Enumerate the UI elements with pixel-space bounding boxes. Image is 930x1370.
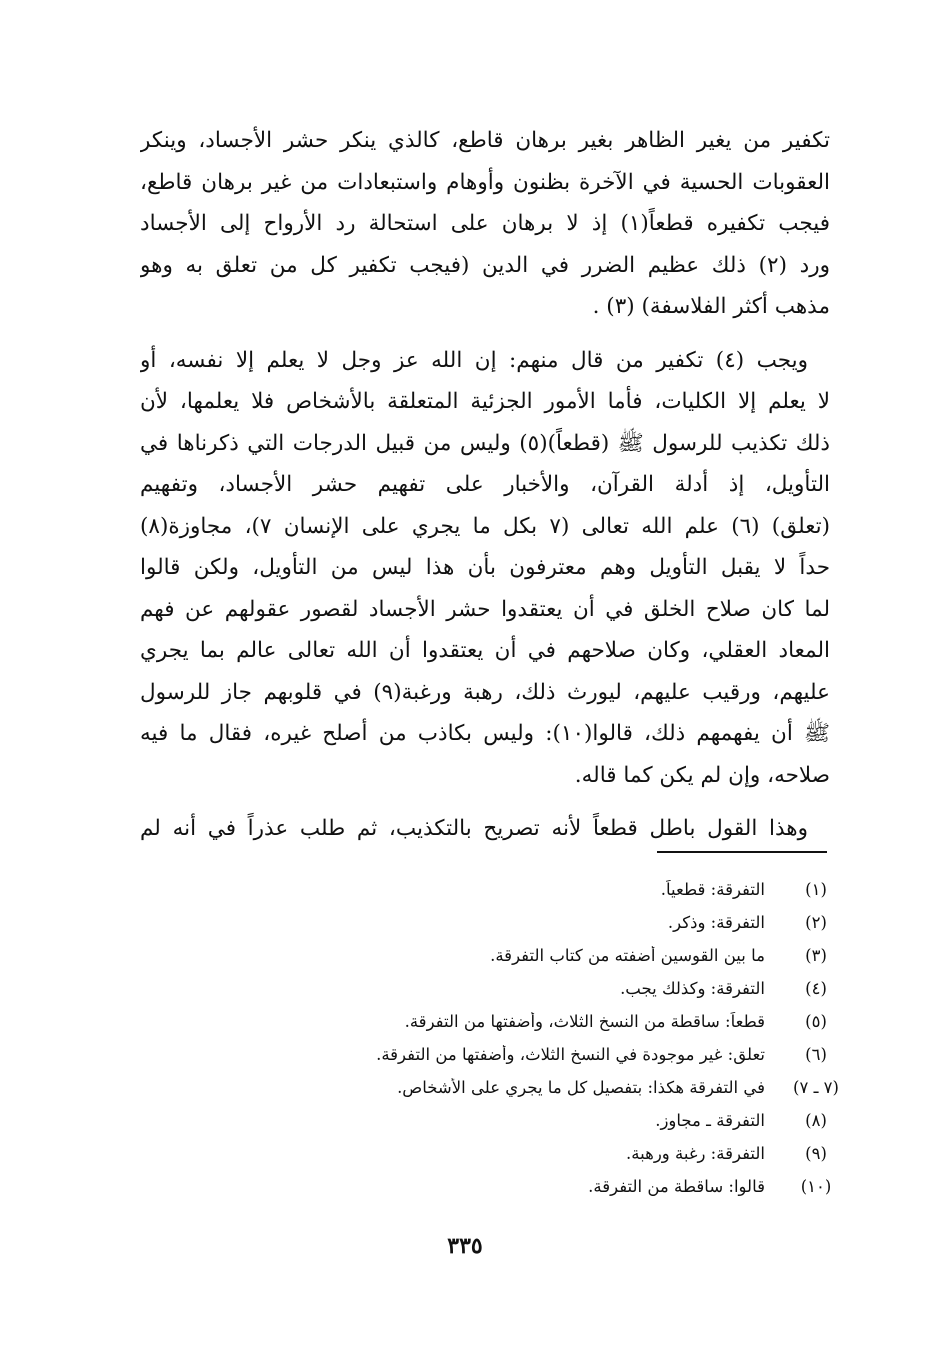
- footnote-number: (٢): [805, 913, 827, 932]
- paragraph: [140, 808, 830, 850]
- text-line: لا يعلم إلا الكليات، فأما الأمور الجزئية المتعلقة بالأشخاص فلا يعلمها، لأن: [140, 389, 830, 414]
- footnote-number: (٩): [805, 1144, 827, 1163]
- paragraph-spacer: [140, 328, 830, 340]
- footnote-number: (٤): [805, 979, 827, 998]
- text-line: حداً لا يقبل التأويل وهم معترفون بأن هذا ليس من التأويل، ولكن قالوا: [140, 555, 830, 580]
- text-line: مذهب أكثر الفلاسفة) (٣) .: [592, 294, 830, 319]
- footnote-number: (٧ ـ ٧): [793, 1078, 839, 1097]
- text-line: المعاد العقلي، وكان صلاحهم في أن يعتقدوا أن الله تعالى عالم بما يجري: [140, 638, 830, 663]
- paragraph: [140, 340, 830, 797]
- footnote-separator: [657, 851, 827, 853]
- text-line: فيجب تكفيره قطعاً(١) إذ لا برهان على استحالة رد الأرواح إلى الأجساد: [140, 211, 830, 236]
- footnote-text: في التفرقة هكذا: بتفصيل كل ما يجري على الأشخاص.: [397, 1078, 765, 1097]
- footnote: [200, 1038, 845, 1071]
- footnote: [200, 906, 845, 939]
- footnote-text: التفرقة: رغبة ورهبة.: [626, 1144, 765, 1163]
- text-line: صلاحه، وإن لم يكن كما قاله.: [574, 762, 830, 788]
- footnote-text: قطعاً: ساقطة من النسخ الثلاث، وأضفتها من التفرقة.: [404, 1012, 765, 1031]
- footnote-text: التفرقة: قطعياً.: [660, 880, 765, 899]
- main-text: [140, 120, 830, 850]
- footnote-text: التفرقة: وذكر.: [667, 913, 765, 932]
- footnote-text: التفرقة: وكذلك يجب.: [620, 979, 765, 998]
- text-line: ويجب (٤) تكفير من قال منهم: إن الله عز وجل لا يعلم إلا نفسه، أو: [140, 347, 808, 373]
- text-line: ورد (٢) ذلك عظيم الضرر في الدين (فيجب تكفير كل من تعلق به وهو: [140, 252, 830, 278]
- footnote-number: (٣): [805, 946, 827, 965]
- text-line: (تعلق) (٦) علم الله تعالى (٧ بكل ما يجري على الإنسان ٧)، مجاوزة(٨): [140, 513, 830, 539]
- footnote: [200, 1104, 845, 1137]
- footnote-text: التفرقة ـ مجاوز.: [655, 1111, 765, 1130]
- text-line: التأويل، إذ أدلة القرآن، والأخبار على تفهيم حشر الأجساد، وتفهيم: [140, 472, 830, 497]
- text-line: تكفير من يغير الظاهر بغير برهان قاطع، كالذي ينكر حشر الأجساد، وينكر: [140, 128, 830, 153]
- paragraph: [140, 120, 830, 328]
- footnotes: [200, 873, 845, 1203]
- footnote: [200, 1137, 845, 1170]
- footnote: [200, 972, 845, 1005]
- footnote-number: (١٠): [800, 1177, 832, 1196]
- footnote: [200, 1005, 845, 1038]
- footnote-text: ما بين القوسين أضفته من كتاب التفرقة.: [490, 946, 765, 965]
- footnote-number: (١): [805, 880, 827, 899]
- footnote-text: قالوا: ساقطة من التفرقة.: [588, 1177, 765, 1196]
- text-line: عليهم، ورقيب عليهم، ليورث ذلك، رهبة ورغبة(٩) في قلوبهم جاز للرسول: [140, 679, 830, 705]
- page-number: ٣٣٥: [447, 1233, 483, 1259]
- footnote-number: (٨): [805, 1111, 827, 1130]
- text-line: وهذا القول باطل قطعاً لأنه تصريح بالتكذيب، ثم طلب عذراً في أنه لم: [140, 816, 808, 841]
- footnote: [200, 939, 845, 972]
- footnote: [200, 1170, 845, 1203]
- footnote-text: تعلق: غير موجودة في النسخ الثلاث، وأضفتها من التفرقة.: [376, 1045, 765, 1064]
- footnote-number: (٦): [805, 1045, 827, 1064]
- footnote: [200, 873, 845, 906]
- footnote-number: (٥): [805, 1012, 827, 1031]
- text-line: لما كان صلاح الخلق في أن يعتقدوا حشر الأجساد لقصور عقولهم عن فهم: [140, 596, 830, 622]
- text-line: ذلك تكذيب للرسول ﷺ (قطعاً)(٥) وليس من قبيل الدرجات التي ذكرناها في: [140, 430, 830, 456]
- text-line: العقوبات الحسية في الآخرة بظنون وأوهام واستبعادات من غير برهان قاطع،: [140, 169, 830, 195]
- paragraph-spacer: [140, 796, 830, 808]
- text-line: ﷺ أن يفهمهم ذلك، قالوا(١٠): وليس بكاذب من أصلح غيره، فقال ما فيه: [140, 721, 830, 746]
- footnote: [200, 1071, 845, 1104]
